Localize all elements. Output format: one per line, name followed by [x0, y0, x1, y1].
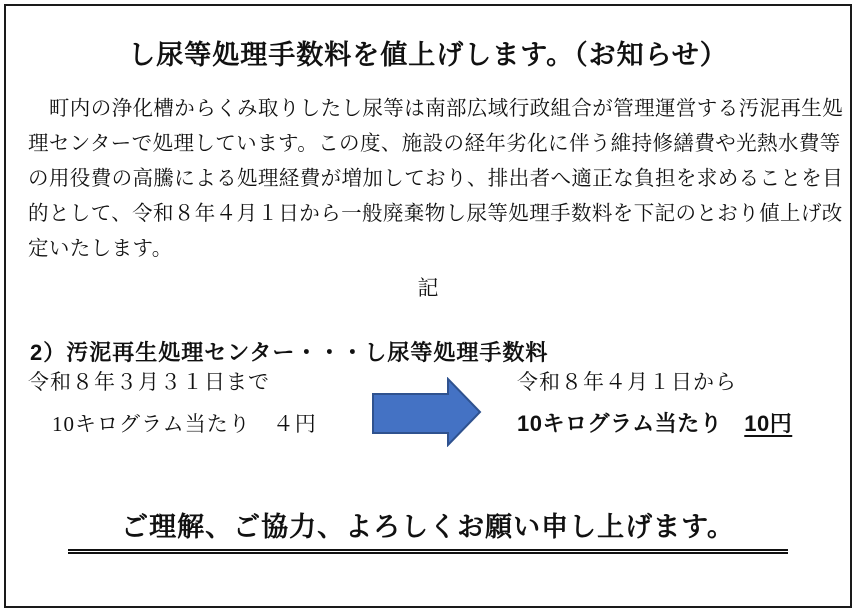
right-arrow-icon — [372, 377, 482, 447]
fee-before-rate — [28, 408, 358, 438]
right-arrow-shape — [373, 379, 480, 445]
paragraph-line: 理センターで処理しています。この度、施設の経年劣化に伴う維持修繕費や光熱水費等 — [28, 133, 841, 155]
fee-before-period: 令和８年３月３１日まで — [28, 370, 270, 394]
paragraph-line: 的として、令和８年４月１日から一般廃棄物し尿等処理手数料を下記のとおり値上げ改 — [28, 203, 843, 225]
fee-before-block — [28, 366, 358, 438]
fee-after-period: 令和８年４月１日から — [517, 370, 737, 394]
paragraph-line: 町内の浄化槽からくみ取りしたし尿等は南部広域行政組合が管理運営する汚泥再生処 — [28, 98, 844, 120]
paragraph-line: 定いたします。 — [28, 238, 173, 260]
fee-after-rate-label: 10キログラム当たり — [517, 411, 723, 436]
paragraph-line: の用役費の高騰による処理経費が増加しており、排出者へ適正な負担を求めることを目 — [28, 168, 844, 190]
record-marker: 記 — [417, 276, 439, 300]
body-paragraph — [28, 92, 844, 267]
fee-after-block — [517, 366, 837, 438]
fee-after-rate-value: 10円 — [744, 411, 793, 436]
fee-before-rate-label: 10キログラム当たり — [52, 412, 251, 436]
closing-text: ご理解、ご協力、よろしくお願い申し上げます。 — [121, 512, 735, 542]
section-heading: 2）汚泥再生処理センター・・・し尿等処理手数料 — [30, 340, 549, 365]
closing-underline — [68, 505, 788, 554]
page-title: し尿等処理手数料を値上げします。（お知らせ） — [128, 40, 728, 70]
fee-before-rate-value: ４円 — [272, 412, 317, 436]
fee-after-rate — [517, 407, 837, 438]
